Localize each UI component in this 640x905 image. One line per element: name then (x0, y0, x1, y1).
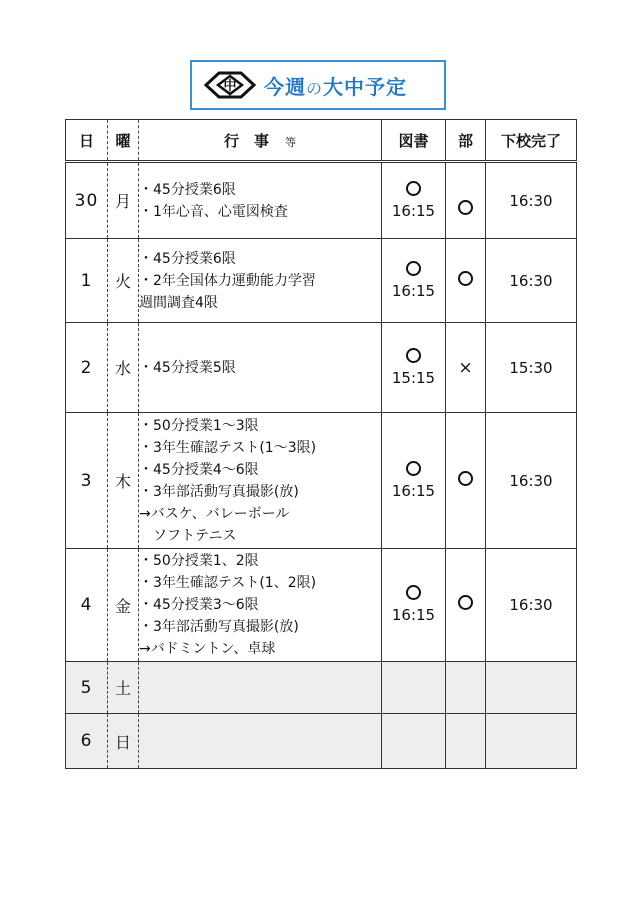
circle-icon (406, 585, 421, 600)
title-no: の (306, 78, 324, 98)
library-cell (382, 662, 446, 714)
dismissal-time: 16:30 (486, 413, 577, 549)
event-line: ・50分授業1～3限 (139, 417, 259, 434)
event-line: ・2年全国体力運動能力学習 (139, 272, 316, 289)
dismissal-time: 16:30 (486, 162, 577, 239)
library-time: 16:15 (391, 481, 436, 500)
library-time: 16:15 (391, 281, 436, 300)
table-header-row (66, 120, 577, 162)
library-open-mark (382, 261, 445, 281)
day-number: 3 (66, 413, 108, 549)
header-club: 部 (446, 120, 486, 162)
circle-icon (458, 471, 473, 486)
event-line: →バドミントン、卓球 (139, 641, 276, 657)
dismissal-time (486, 662, 577, 714)
title-prefix: 今週 (264, 74, 306, 99)
event-line: ・45分授業6限 (139, 181, 236, 198)
library-cell (382, 323, 446, 413)
weekday: 木 (108, 413, 139, 549)
circle-icon (458, 595, 473, 610)
event-line: ソフトテニス (139, 527, 237, 544)
header-dismissal: 下校完了 (486, 120, 577, 162)
day-number: 4 (66, 549, 108, 662)
event-line: ・1年心音、心電図検査 (139, 203, 288, 220)
events-cell (139, 323, 382, 413)
weekday: 月 (108, 162, 139, 239)
day-number: 5 (66, 662, 108, 714)
event-line: ・3年部活動写真撮影(放) (139, 483, 299, 500)
header-library: 図書 (382, 120, 446, 162)
day-number: 6 (66, 714, 108, 769)
event-line: ・45分授業6限 (139, 250, 236, 267)
event-line: →バスケ、バレーボール (139, 505, 290, 522)
library-time: 16:15 (391, 606, 436, 624)
event-line: ・3年部活動写真撮影(放) (139, 619, 299, 635)
circle-icon (406, 461, 421, 476)
club-cell (446, 162, 486, 239)
dismissal-time: 16:30 (486, 239, 577, 323)
table-row (66, 714, 577, 769)
header-events (139, 120, 382, 162)
club-cell (446, 413, 486, 549)
library-cell (382, 239, 446, 323)
club-cell (446, 714, 486, 769)
event-line: ・45分授業3～6限 (139, 597, 259, 613)
library-time: 15:15 (391, 368, 436, 387)
club-cell (446, 662, 486, 714)
page-title (264, 71, 407, 100)
circle-icon (458, 200, 473, 215)
events-cell (139, 549, 382, 662)
club-cell (446, 549, 486, 662)
cross-mark: × (458, 357, 473, 378)
header-weekday: 曜 (108, 120, 139, 162)
library-open-mark (382, 585, 445, 605)
table-row (66, 239, 577, 323)
event-line: ・3年生確認テスト(1～3限) (139, 439, 317, 456)
title-suffix: 大中予定 (323, 74, 408, 99)
library-cell (382, 413, 446, 549)
table-row (66, 162, 577, 239)
event-line: ・45分授業4～6限 (139, 461, 259, 478)
table-row (66, 549, 577, 662)
day-number: 1 (66, 239, 108, 323)
events-cell (139, 413, 382, 549)
table-row (66, 323, 577, 413)
event-line: 週間調査4限 (139, 294, 218, 311)
events-cell (139, 714, 382, 769)
weekday: 火 (108, 239, 139, 323)
school-logo-icon (202, 70, 258, 100)
club-cell (446, 239, 486, 323)
table-row (66, 662, 577, 714)
library-cell (382, 162, 446, 239)
circle-icon (458, 271, 473, 286)
event-line: ・50分授業1、2限 (139, 553, 259, 569)
title-banner (190, 60, 446, 110)
circle-icon (406, 348, 421, 363)
dismissal-time: 15:30 (486, 323, 577, 413)
event-line: ・45分授業5限 (139, 359, 236, 376)
table-row (66, 413, 577, 549)
weekday: 金 (108, 549, 139, 662)
header-events-label: 行 事 (223, 131, 269, 150)
library-open-mark (382, 348, 445, 368)
library-cell (382, 549, 446, 662)
weekly-schedule-table (65, 119, 577, 769)
day-number: 30 (66, 162, 108, 239)
weekday: 水 (108, 323, 139, 413)
day-number: 2 (66, 323, 108, 413)
header-day: 日 (66, 120, 108, 162)
events-cell (139, 662, 382, 714)
circle-icon (406, 261, 421, 276)
events-cell (139, 239, 382, 323)
event-line: ・3年生確認テスト(1、2限) (139, 575, 317, 591)
weekday: 土 (108, 662, 139, 714)
library-open-mark (382, 181, 445, 201)
library-open-mark (382, 461, 445, 481)
circle-icon (406, 181, 421, 196)
library-time: 16:15 (391, 201, 436, 220)
dismissal-time (486, 714, 577, 769)
logo-glyph: 中 (223, 79, 237, 94)
events-cell (139, 162, 382, 239)
library-cell (382, 714, 446, 769)
header-events-etc: 等 (285, 135, 296, 149)
weekday: 日 (108, 714, 139, 769)
club-cell (446, 323, 486, 413)
dismissal-time: 16:30 (486, 549, 577, 662)
